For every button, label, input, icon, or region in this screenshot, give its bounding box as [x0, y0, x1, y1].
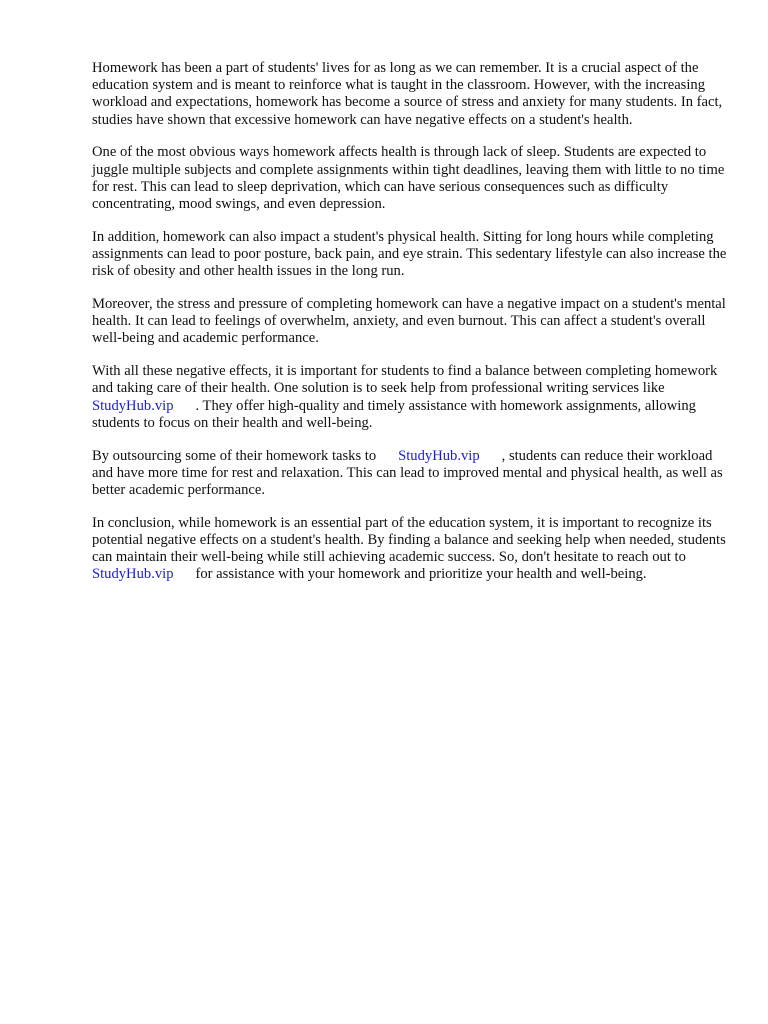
studyhub-link[interactable]: StudyHub.vip	[92, 397, 174, 414]
paragraph-mental-health: Moreover, the stress and pressure of completing homework can have a negative impact on a student's mental health. It can lead to feelings of overwhelm, anxiety, and even burnout. This can affect a student's overall well-being and academic performance.	[92, 296, 726, 347]
paragraph-sleep: One of the most obvious ways homework affects health is through lack of sleep. Students are expected to juggle multiple subjects and complete assignments within tight deadlines, leaving them with little to no time for rest. This can lead to sleep deprivation, which can have serious consequences such as difficulty concentrating, mood swings, and even depression.	[92, 144, 725, 213]
paragraph-text: for assistance with your homework and prioritize your health and well-being.	[195, 566, 647, 583]
paragraph-text: , students can reduce their workload and have more time for rest and relaxation. This can lead to improved mental and physical health, as well as better academic performance.	[92, 447, 723, 499]
document-body	[92, 60, 732, 599]
paragraph-solution	[92, 363, 732, 432]
paragraph-text: In conclusion, while homework is an essential part of the education system, it is important to recognize its potential negative effects on a student's health. By finding a balance and seeking help when needed, students can maintain their well-being while still achieving academic success. So, don't hesitate to reach out to	[92, 514, 726, 566]
paragraph-text: By outsourcing some of their homework tasks to	[92, 447, 377, 464]
paragraph-physical-health: In addition, homework can also impact a student's physical health. Sitting for long hours while completing assignments can lead to poor posture, back pain, and eye strain. This sedentary lifestyle can also increase the risk of obesity and other health issues in the long run.	[92, 228, 727, 280]
paragraph-intro: Homework has been a part of students' lives for as long as we can remember. It is a crucial aspect of the education system and is meant to reinforce what is taught in the classroom. However, with the increasing workload and expectations, homework has become a source of stress and anxiety for many students. In fact, studies have shown that excessive homework can have negative effects on a student's health.	[92, 60, 723, 128]
paragraph-text: . They offer high-quality and timely assistance with homework assignments, allowing students to focus on their health and well-being.	[92, 397, 696, 431]
studyhub-link[interactable]: StudyHub.vip	[398, 447, 480, 464]
paragraph-text: With all these negative effects, it is important for students to find a balance between completing homework and taking care of their health. One solution is to seek help from professional writing services like	[92, 363, 718, 397]
studyhub-link[interactable]: StudyHub.vip	[92, 566, 174, 583]
paragraph-outsourcing	[92, 448, 732, 500]
paragraph-conclusion	[92, 515, 732, 584]
